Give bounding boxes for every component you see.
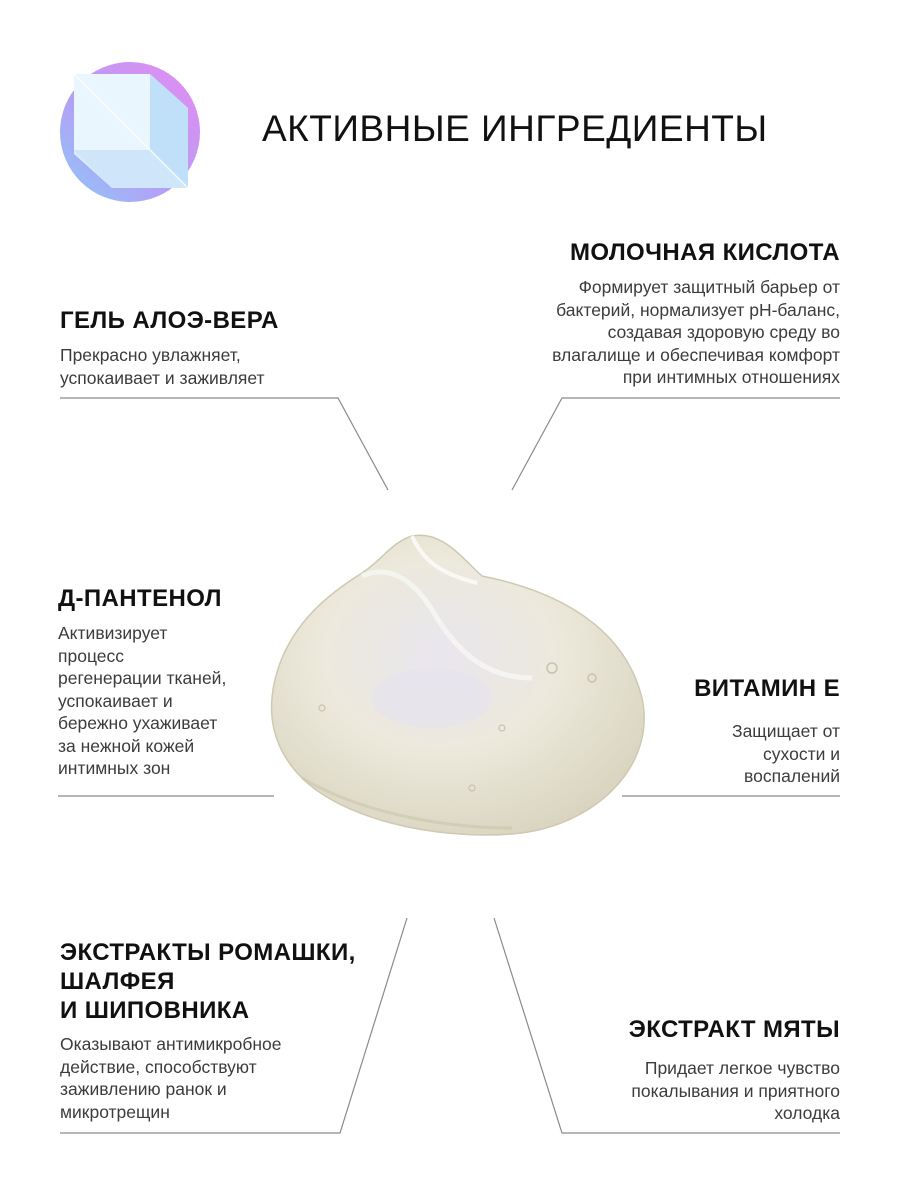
ingredient-title: ЭКСТРАКТ МЯТЫ [628,1016,840,1043]
ingredient-herbal-extracts [60,938,400,1123]
connector-aloe [60,398,388,490]
ingredient-description: Формирует защитный барьер от бактерий, нормализует pH-баланс, создавая здоровую среду во влагалище и обеспечивая комфорт при интимных отношениях [552,277,840,387]
ingredient-description: Активизирует процесс регенерации тканей, успокаивает и бережно ухаживает за нежной кожей интимных зон [58,623,227,778]
ingredient-description: Прекрасно увлажняет, успокаивает и заживляет [60,345,265,388]
ingredient-title: ГЕЛЬ АЛОЭ-ВЕРА [60,307,279,334]
page-title: АКТИВНЫЕ ИНГРЕДИЕНТЫ [262,108,768,149]
ingredient-description: Защищает от сухости и воспалений [732,721,840,786]
gel-drop-icon [262,528,652,840]
ingredient-panthenol [58,584,278,780]
ingredient-lactic-acid [480,238,840,389]
ingredient-title: ЭКСТРАКТЫ РОМАШКИ, ШАЛФЕЯ И ШИПОВНИКА [60,939,356,1024]
gradient-cube-logo-icon [58,60,203,205]
ingredient-description: Оказывают антимикробное действие, способствуют заживлению ранок и микротрещин [60,1034,282,1122]
ingredient-mint-extract [540,1015,840,1125]
ingredient-title: МОЛОЧНАЯ КИСЛОТА [569,239,840,266]
ingredient-title: ВИТАМИН Е [694,675,840,702]
ingredient-title: Д-ПАНТЕНОЛ [58,585,222,612]
ingredient-aloe [60,306,360,389]
ingredient-vitamin-e [640,674,840,788]
ingredient-description: Придает легкое чувство покалывания и приятного холодка [631,1058,840,1123]
connector-lactic [512,398,840,490]
